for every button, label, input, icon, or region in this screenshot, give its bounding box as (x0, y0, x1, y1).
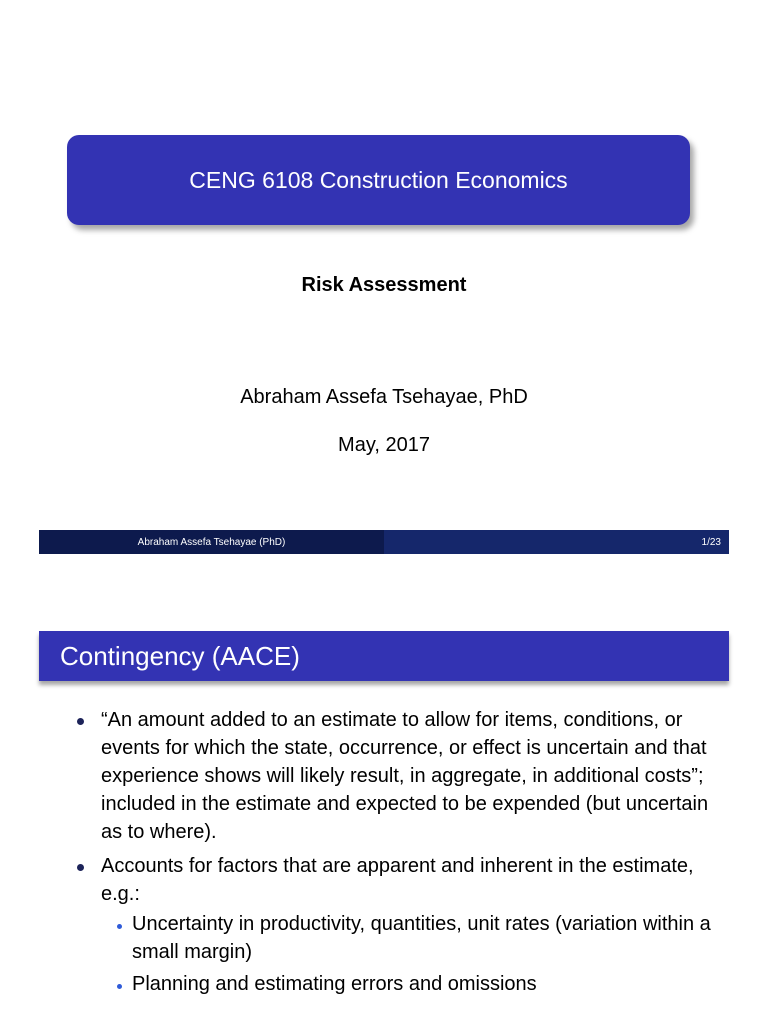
bullet-item (101, 706, 711, 846)
sub-bullet-list (101, 910, 711, 998)
bullet-icon (77, 718, 84, 725)
slide-footer (39, 530, 729, 554)
bullet-icon (77, 864, 84, 871)
slide-2-title: Contingency (AACE) (60, 640, 300, 671)
sub-bullet-item (132, 910, 711, 966)
presentation-subtitle: Risk Assessment (301, 274, 467, 296)
slide-2-header (39, 631, 729, 681)
presentation-title: CENG 6108 Construction Economics (189, 166, 568, 193)
sub-bullet-text: Planning and estimating errors and omissions (132, 973, 537, 995)
sub-bullet-text: Uncertainty in productivity, quantities, unit rates (variation within a small margin) (132, 913, 711, 963)
bullet-text: “An amount added to an estimate to allow for items, conditions, or events for which the state, occurrence, or effect is uncertain and that experience shows will likely result, in aggregate, in additional costs”; included in the estimate and expected to be expended (but uncertain as to where). (101, 709, 709, 843)
presentation-date: May, 2017 (338, 434, 430, 456)
sub-bullet-item (132, 970, 711, 998)
author-name: Abraham Assefa Tsehayae, PhD (240, 386, 528, 408)
sub-bullet-icon (117, 984, 122, 989)
bullet-list (101, 706, 711, 1004)
title-box (67, 135, 690, 225)
sub-bullet-icon (117, 924, 122, 929)
bullet-item (101, 852, 711, 998)
footer-page-number: 1/23 (384, 530, 729, 554)
footer-author: Abraham Assefa Tsehayae (PhD) (39, 530, 384, 554)
bullet-text: Accounts for factors that are apparent and inherent in the estimate, e.g.: (101, 855, 694, 905)
